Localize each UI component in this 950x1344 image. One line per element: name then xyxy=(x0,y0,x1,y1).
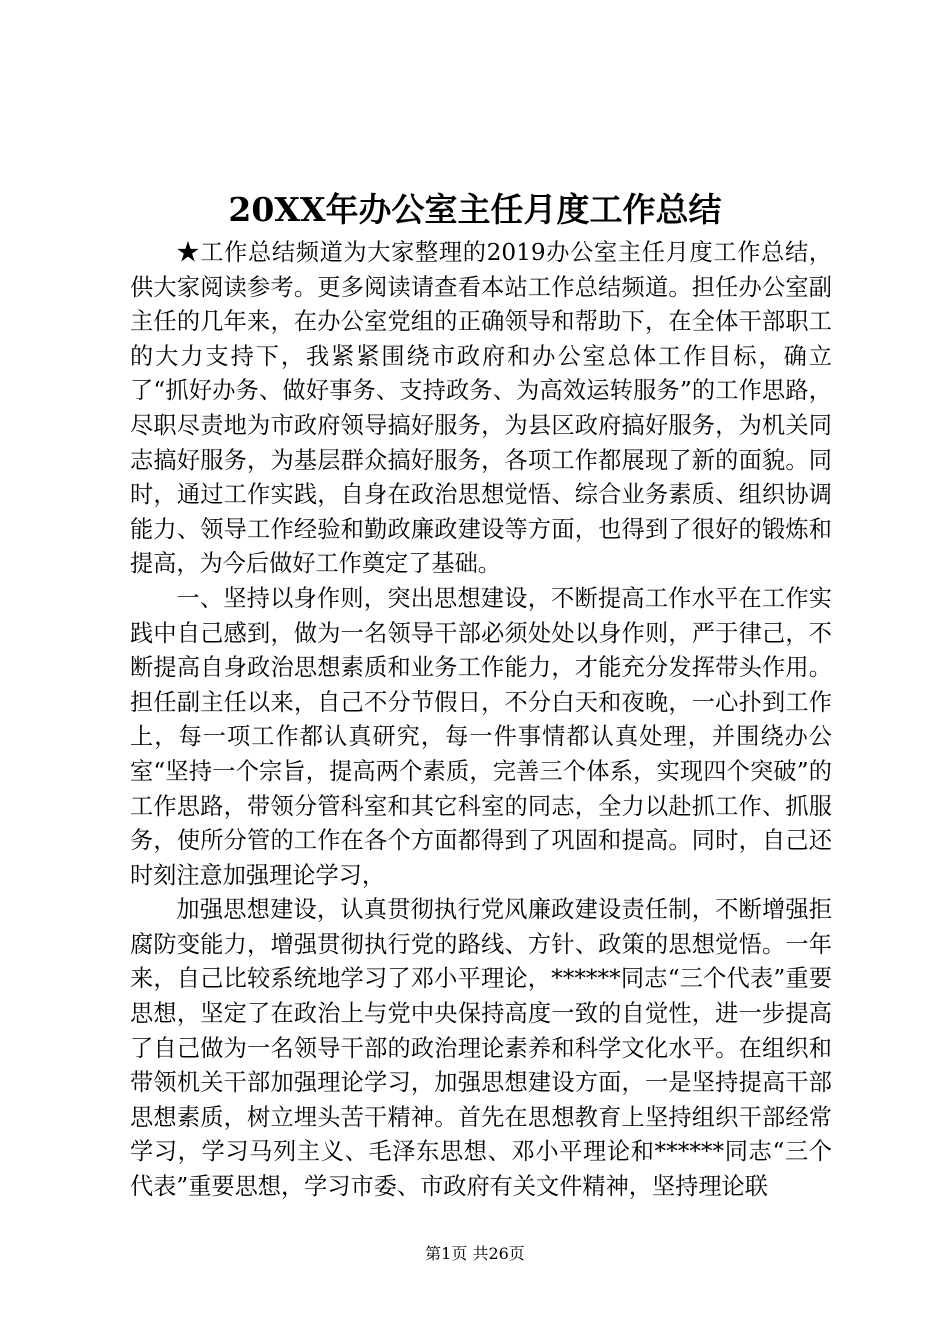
document-title: 20XX年办公室主任月度工作总结 xyxy=(228,190,722,229)
document-body xyxy=(130,236,832,1205)
page-number-footer: 第1页 共26页 xyxy=(425,1244,525,1263)
paragraph-section-one: 一、坚持以身作则，突出思想建设，不断提高工作水平在工作实践中自己感到，做为一名领导干部必须处处以身作则，严于律己，不断提高自身政治思想素质和业务工作能力，才能充分发挥带头作用。担任副主任以来，自己不分节假日，不分白天和夜晚，一心扑到工作上，每一项工作都认真研究，每一件事情都认真处理，并围绕办公室“坚持一个宗旨，提高两个素质，完善三个体系，实现四个突破”的工作思路，带领分管科室和其它科室的同志，全力以赴抓工作、抓服务，使所分管的工作在各个方面都得到了巩固和提高。同时，自己还时刻注意加强理论学习， xyxy=(130,584,832,889)
paragraph-intro: ★工作总结频道为大家整理的2019办公室主任月度工作总结，供大家阅读参考。更多阅读请查看本站工作总结频道。担任办公室副主任的几年来，在办公室党组的正确领导和帮助下，在全体干部职工的大力支持下，我紧紧围绕市政府和办公室总体工作目标，确立了“抓好办务、做好事务、支持政务、为高效运转服务”的工作思路，尽职尽责地为市政府领导搞好服务，为县区政府搞好服务，为机关同志搞好服务，为基层群众搞好服务，各项工作都展现了新的面貌。同时，通过工作实践，自身在政治思想觉悟、综合业务素质、组织协调能力、领导工作经验和勤政廉政建设等方面，也得到了很好的锻炼和提高，为今后做好工作奠定了基础。 xyxy=(130,239,832,578)
paragraph-thought-building: 加强思想建设，认真贯彻执行党风廉政建设责任制，不断增强拒腐防变能力，增强贯彻执行党的路线、方针、政策的思想觉悟。一年来，自己比较系统地学习了邓小平理论，******同志“三个代表”重要思想，坚定了在政治上与党中央保持高度一致的自觉性，进一步提高了自己做为一名领导干部的政治理论素养和科学文化水平。在组织和带领机关干部加强理论学习，加强思想建设方面，一是坚持提高干部思想素质，树立埋头苦干精神。首先在思想教育上坚持组织干部经常学习，学习马列主义、毛泽东思想、邓小平理论和******同志“三个代表”重要思想，学习市委、市政府有关文件精神，坚持理论联 xyxy=(130,896,832,1201)
